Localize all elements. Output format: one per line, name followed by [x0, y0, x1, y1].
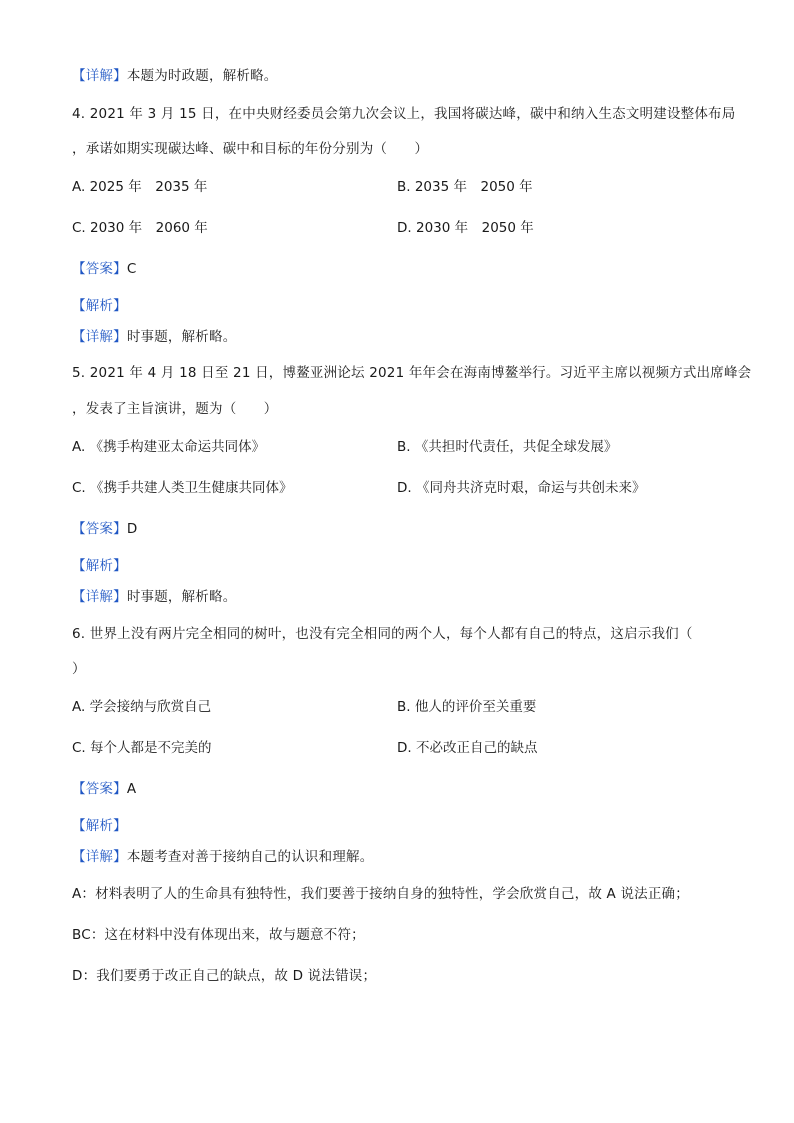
detail-tag: 【详解】	[72, 589, 127, 605]
q4-answer-line	[72, 259, 136, 279]
q6-option-b: B. 他人的评价至关重要	[397, 699, 537, 715]
answer-tag: 【答案】	[72, 781, 127, 797]
q4-option-a: A. 2025 年 2035 年	[72, 179, 208, 195]
q6-explain-a: A：材料表明了人的生命具有独特性，我们要善于接纳自身的独特性，学会欣赏自己，故 A 说法正确；	[72, 886, 689, 902]
detail-tag: 【详解】	[72, 849, 127, 865]
q4-stem-line2: ，承诺如期实现碳达峰、碳中和目标的年份分别为（ ）	[72, 141, 429, 157]
q4-stem-line1: 4. 2021 年 3 月 15 日，在中央财经委员会第九次会议上，我国将碳达峰，碳中和纳入生态文明建设整体布局	[72, 106, 736, 122]
detail-text: 本题为时政题，解析略。	[126, 68, 278, 84]
answer-tag: 【答案】	[72, 261, 127, 277]
answer-value: C	[126, 261, 137, 277]
detail-text: 本题考查对善于接纳自己的认识和理解。	[126, 849, 374, 865]
q4-option-b: B. 2035 年 2050 年	[397, 179, 533, 195]
q5-option-b: B. 《共担时代责任，共促全球发展》	[397, 439, 618, 455]
q4-detail-line	[72, 327, 236, 347]
q6-stem-line1: 6. 世界上没有两片完全相同的树叶，也没有完全相同的两个人，每个人都有自己的特点，这启示我们（	[72, 626, 693, 642]
q4-option-c: C. 2030 年 2060 年	[72, 220, 208, 236]
q5-stem-line2: ，发表了主旨演讲，题为（ ）	[72, 401, 278, 417]
detail-tag: 【详解】	[72, 329, 127, 345]
q6-option-c: C. 每个人都是不完美的	[72, 740, 212, 756]
q5-stem-line1: 5. 2021 年 4 月 18 日至 21 日，博鳌亚洲论坛 2021 年年会在海南博鳌举行。习近平主席以视频方式出席峰会	[72, 365, 752, 381]
q6-stem-line2: ）	[72, 661, 86, 677]
q5-option-d: D. 《同舟共济克时艰，命运与共创未来》	[397, 480, 646, 496]
detail-tag: 【详解】	[72, 68, 127, 84]
q6-option-a: A. 学会接纳与欣赏自己	[72, 699, 212, 715]
q6-analysis-tag: 【解析】	[72, 818, 127, 834]
answer-value: D	[126, 521, 138, 537]
detail-text: 时事题，解析略。	[126, 329, 237, 345]
answer-value: A	[126, 781, 137, 797]
q4-option-d: D. 2030 年 2050 年	[397, 220, 534, 236]
q5-option-c: C. 《携手共建人类卫生健康共同体》	[72, 480, 293, 496]
q4-analysis-tag: 【解析】	[72, 298, 127, 314]
q6-explain-bc: BC：这在材料中没有体现出来，故与题意不符；	[72, 927, 365, 943]
q5-analysis-tag: 【解析】	[72, 558, 127, 574]
q6-explain-d: D：我们要勇于改正自己的缺点，故 D 说法错误；	[72, 968, 377, 984]
q5-detail-line	[72, 587, 236, 607]
q6-detail-line	[72, 847, 373, 867]
detail-text: 时事题，解析略。	[126, 589, 237, 605]
q6-answer-line	[72, 779, 136, 799]
q5-answer-line	[72, 519, 137, 539]
intro-detail-line	[72, 66, 278, 86]
q5-option-a: A. 《携手构建亚太命运共同体》	[72, 439, 266, 455]
answer-tag: 【答案】	[72, 521, 127, 537]
q6-option-d: D. 不必改正自己的缺点	[397, 740, 538, 756]
